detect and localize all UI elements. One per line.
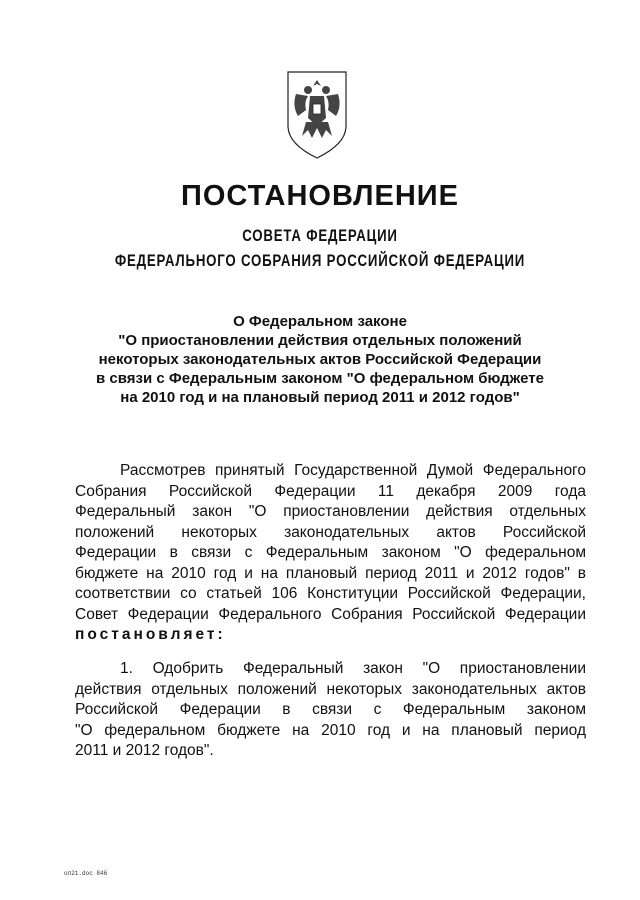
preamble-paragraph: [75, 461, 586, 646]
body-line: Рассмотрев принятый Государственной Думой Федерального: [120, 462, 586, 479]
subject-line: "О приостановлении действия отдельных положений: [118, 332, 522, 349]
document-subject: [0, 312, 640, 407]
subject-line: О Федеральном законе: [233, 313, 407, 330]
body-line: Российской Федерации в связи с Федеральным законом: [75, 701, 586, 718]
body-line: соответствии со статьей 106 Конституции Российской Федерации,: [75, 585, 586, 602]
subject-line: некоторых законодательных актов Российской Федерации: [98, 351, 542, 368]
body-line: Федеральный закон "О приостановлении действия отдельных: [75, 503, 586, 520]
resolution-item-1: [75, 659, 586, 762]
file-reference: оп21.doc 846: [64, 870, 108, 877]
body-line: Федерации в связи с Федеральным законом "О федеральном: [75, 544, 586, 561]
body-line: Собрания Российской Федерации 11 декабря 2009 года: [75, 482, 586, 500]
issuer-line-2: ФЕДЕРАЛЬНОГО СОБРАНИЯ РОССИЙСКОЙ ФЕДЕРАЦИИ: [114, 251, 526, 270]
issuer-line-1: СОВЕТА ФЕДЕРАЦИИ: [242, 226, 398, 245]
subject-line: в связи с Федеральным законом "О федеральном бюджете: [96, 370, 544, 387]
double-headed-eagle-icon: [282, 66, 352, 162]
body-line: 1. Одобрить Федеральный закон "О приостановлении: [120, 660, 586, 677]
body-line: "О федеральном бюджете на 2010 год и на плановый период: [75, 721, 586, 739]
body-line: бюджете на 2010 год и на плановый период 2011 и 2012 годов" в: [75, 564, 586, 582]
body-line: 2011 и 2012 годов".: [75, 742, 214, 759]
subject-line: на 2010 год и на плановый период 2011 и 2012 годов": [120, 389, 520, 406]
body-line: Совет Федерации Федерального Собрания Российской Федерации: [75, 605, 586, 623]
document-title: ПОСТАНОВЛЕНИЕ: [181, 180, 459, 212]
body-line: положений некоторых законодательных актов Российской: [75, 523, 586, 541]
resolves-word: постановляет:: [75, 626, 226, 643]
body-line: действия отдельных положений некоторых законодательных актов: [75, 680, 586, 698]
